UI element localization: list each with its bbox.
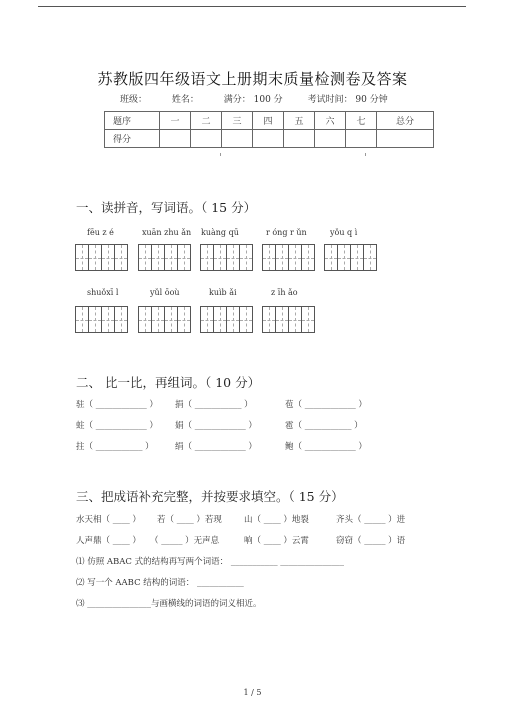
writing-cell[interactable]	[75, 306, 89, 333]
writing-grid[interactable]	[262, 244, 314, 271]
pinyin-label: fēu z é	[87, 228, 114, 237]
writing-grid[interactable]	[200, 306, 252, 333]
score-cell[interactable]	[346, 130, 377, 148]
score-header-cell: 三	[222, 112, 253, 130]
writing-cell[interactable]	[88, 244, 102, 271]
full-score: 满分： 100 分	[223, 95, 283, 105]
pinyin-label: yǒu q ì	[330, 228, 358, 237]
writing-cell[interactable]	[200, 306, 214, 333]
writing-grid[interactable]	[138, 306, 190, 333]
score-header-cell: 总分	[377, 112, 434, 130]
writing-cell[interactable]	[213, 306, 227, 333]
compare-item: 绢（ ____________ ）	[175, 442, 257, 452]
writing-cell[interactable]	[350, 244, 364, 271]
tick-mark	[365, 153, 366, 156]
writing-cell[interactable]	[177, 306, 191, 333]
idiom-item: 响（ ____ ）云霄	[244, 536, 309, 546]
writing-cell[interactable]	[151, 306, 165, 333]
writing-cell[interactable]	[226, 306, 240, 333]
compare-item: 娟（ ____________ ）	[175, 421, 257, 431]
page-title: 苏教版四年级语文上册期末质量检测卷及答案	[97, 70, 408, 88]
question-3: ⑶ _______________与画横线的词语的词义相近。	[76, 599, 262, 609]
pinyin-label: shuǒxī l	[87, 288, 119, 297]
idiom-item: （ _____ ）无声息	[150, 536, 220, 546]
writing-cell[interactable]	[226, 244, 240, 271]
pinyin-label: r óng r ǔn	[266, 228, 307, 237]
writing-cell[interactable]	[363, 244, 377, 271]
writing-grid[interactable]	[75, 244, 127, 271]
pinyin-label: xuān zhu ǎn	[142, 228, 192, 237]
name-label: 姓名：	[171, 95, 199, 105]
idiom-item: 若（ ____ ）若现	[157, 515, 222, 525]
score-cell[interactable]	[191, 130, 222, 148]
exam-info	[120, 92, 388, 105]
compare-item: 驻（ ____________ ）	[76, 400, 158, 410]
tick-mark	[220, 153, 221, 156]
writing-grid[interactable]	[262, 306, 314, 333]
compare-item: 捐（ ___________ ）	[175, 400, 253, 410]
writing-cell[interactable]	[337, 244, 351, 271]
top-rule	[38, 6, 466, 7]
score-table-header-row	[105, 112, 434, 130]
writing-cell[interactable]	[275, 244, 289, 271]
writing-cell[interactable]	[200, 244, 214, 271]
writing-cell[interactable]	[101, 244, 115, 271]
question-1: ⑴ 仿照 ABAC 式的结构再写两个词语： ___________ _______________	[76, 557, 345, 567]
score-table-score-row	[105, 130, 434, 148]
score-cell[interactable]	[160, 130, 191, 148]
compare-item: 鲍（ ____________ ）	[285, 442, 367, 452]
compare-item: 蛀（ ____________ ）	[76, 421, 158, 431]
pinyin-label: yǔl ōoù	[150, 288, 180, 297]
score-header-cell: 六	[315, 112, 346, 130]
class-label: 班级：	[120, 95, 148, 105]
writing-cell[interactable]	[275, 306, 289, 333]
idiom-item: 窃窃（ _____ ）语	[336, 536, 406, 546]
writing-grid[interactable]	[138, 244, 190, 271]
pinyin-label: z īh ǎo	[271, 288, 298, 297]
writing-cell[interactable]	[213, 244, 227, 271]
writing-cell[interactable]	[138, 306, 152, 333]
writing-cell[interactable]	[288, 306, 302, 333]
compare-item: 拄（ ___________ ）	[76, 442, 154, 452]
writing-cell[interactable]	[177, 244, 191, 271]
score-cell[interactable]	[222, 130, 253, 148]
score-table	[104, 111, 434, 148]
writing-cell[interactable]	[151, 244, 165, 271]
score-header-cell: 一	[160, 112, 191, 130]
writing-cell[interactable]	[114, 244, 128, 271]
idiom-item: 水天相（ ____ ）	[76, 515, 141, 525]
writing-cell[interactable]	[164, 306, 178, 333]
writing-cell[interactable]	[288, 244, 302, 271]
score-row-label: 得分	[105, 130, 160, 148]
score-cell[interactable]	[315, 130, 346, 148]
idiom-item: 人声鼎（ ____ ）	[76, 536, 141, 546]
score-header-cell: 五	[284, 112, 315, 130]
score-header-cell: 四	[253, 112, 284, 130]
pinyin-label: kuàng qū	[201, 228, 239, 237]
score-header-cell: 二	[191, 112, 222, 130]
score-cell[interactable]	[377, 130, 434, 148]
compare-item: 雹（ ___________ ）	[285, 421, 363, 431]
section1-heading: 一、读拼音，写词语。（ 15 分）	[76, 200, 257, 215]
writing-cell[interactable]	[262, 306, 276, 333]
writing-cell[interactable]	[239, 306, 253, 333]
writing-cell[interactable]	[239, 244, 253, 271]
writing-cell[interactable]	[101, 306, 115, 333]
writing-cell[interactable]	[138, 244, 152, 271]
writing-cell[interactable]	[88, 306, 102, 333]
section3-heading: 三、把成语补充完整，并按要求填空。（ 15 分）	[76, 489, 344, 504]
question-2: ⑵ 写一个 AABC 结构的词语： ___________	[76, 578, 244, 588]
writing-cell[interactable]	[262, 244, 276, 271]
writing-cell[interactable]	[75, 244, 89, 271]
writing-cell[interactable]	[301, 244, 315, 271]
writing-cell[interactable]	[164, 244, 178, 271]
score-header-cell: 七	[346, 112, 377, 130]
score-header-cell: 题序	[105, 112, 160, 130]
score-cell[interactable]	[284, 130, 315, 148]
writing-cell[interactable]	[114, 306, 128, 333]
compare-item: 苞（ ____________ ）	[285, 400, 367, 410]
exam-time: 考试时间： 90 分钟	[307, 95, 388, 105]
page-number: 1 / 5	[243, 688, 262, 697]
writing-grid[interactable]	[324, 244, 376, 271]
idiom-item: 山（ ____ ）地裂	[244, 515, 309, 525]
pinyin-label: kuìb ǎi	[209, 288, 237, 297]
section2-heading: 二、 比一比，再组词。（ 10 分）	[76, 375, 261, 390]
idiom-item: 齐头（ _____ ）进	[336, 515, 406, 525]
score-cell[interactable]	[253, 130, 284, 148]
writing-grid[interactable]	[75, 306, 127, 333]
writing-cell[interactable]	[324, 244, 338, 271]
writing-grid[interactable]	[200, 244, 252, 271]
writing-cell[interactable]	[301, 306, 315, 333]
